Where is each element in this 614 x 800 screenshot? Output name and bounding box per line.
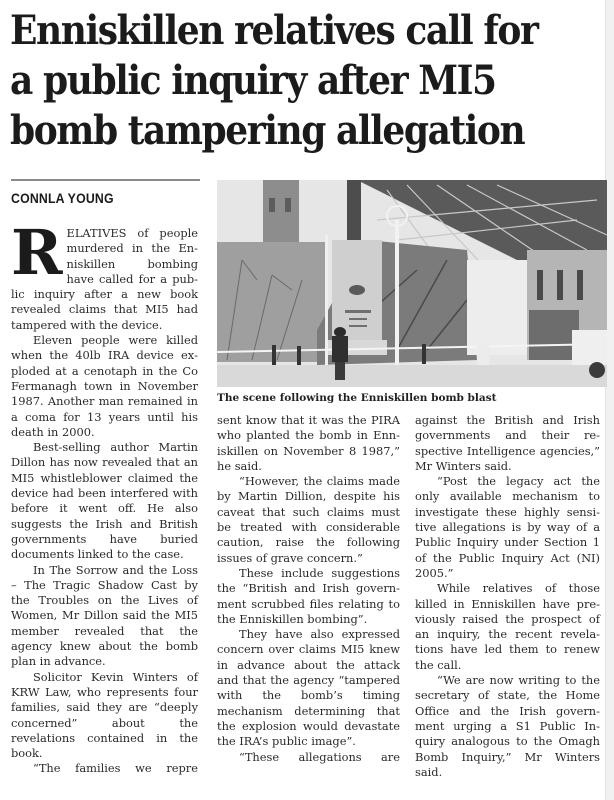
paragraph: “Post the legacy act the only available mechanism to investigate these highly sensitive allegations is by way of a Public Inquiry under Section 1 of the Public Inquiry Act (NI) 2005.”: [415, 474, 600, 580]
paragraph: Best-selling author Martin Dillon has now revealed that an MI5 whistleblower claimed the device had been interfered with before it went off. He also suggests the Irish and British governments have buried documents linked to the case.: [11, 440, 198, 562]
lead-paragraph: RELATIVES of people murdered in the Enniskillen bombing have called for a public inquiry after a new book revealed claims that MI5 had tampered with the device.: [11, 216, 198, 332]
paragraph: “The families we repre: [33, 761, 198, 776]
paragraph: “However, the claims made by Martin Dillion, despite his caveat that such claims must be treated with considerable caution, raise the following issues of grave concern.”: [217, 474, 400, 565]
paragraph: “We are now writing to the secretary of state, the Home Office and the Irish government urging a S1 Public Inquiry analogous to the Omagh Bomb Inquiry,” Mr Winters said.: [415, 673, 600, 779]
photo-caption: The scene following the Enniskillen bomb blast: [217, 392, 497, 404]
paragraph: Solicitor Kevin Winters of KRW Law, who represents four families, said they are “deeply concerned” about the revelations contained in the book.: [11, 669, 198, 761]
paragraph: sent know that it was the PIRA who planted the bomb in Enniskillen on November 8 1987,” he said.: [217, 413, 400, 473]
paragraph: In The Sorrow and the Loss – The Tragic Shadow Cast by the Troubles on the Lives of Women, Mr Dillon said the MI5 member revealed that the agency knew about the bomb plan in advance.: [11, 562, 198, 669]
headline-line-3: bomb tampering allegation: [10, 107, 525, 154]
paragraph: “These allegations are: [239, 749, 400, 764]
paragraph: They have also expressed concern over claims MI5 knew in advance about the attack and that the agency “tampered with the bomb’s timing mechanism determining that the explosion would devastate the IRA’s public image”.: [217, 627, 400, 749]
article-column-1: [11, 216, 198, 777]
article-column-3: [415, 413, 600, 780]
headline-line-1: Enniskillen relatives call for: [10, 7, 538, 54]
paragraph: These include suggestions the “British and Irish government scrubbed files relating to the Enniskillen bombing”.: [217, 565, 400, 626]
drop-cap: R: [11, 216, 63, 289]
paragraph: While relatives of those killed in Enniskillen have previously raised the prospect of an inquiry, the recent revelations have led them to renew the call.: [415, 581, 600, 672]
paragraph: against the British and Irish governments and their respective Intelligence agencies,” Mr Winters said.: [415, 413, 600, 473]
byline: CONNLA YOUNG: [11, 190, 114, 206]
headline-line-2: a public inquiry after MI5: [10, 57, 496, 104]
paragraph: Eleven people were killed when the 40lb IRA device exploded at a cenotaph in the Co Fermanagh town in November 1987. Another man remained in a coma for 13 years until his death in 2000.: [11, 333, 198, 439]
bomb-scene-image: [217, 180, 607, 387]
article-column-2: [217, 413, 400, 765]
headline: [10, 6, 609, 156]
news-photo: [217, 180, 607, 387]
byline-rule: [11, 179, 200, 181]
